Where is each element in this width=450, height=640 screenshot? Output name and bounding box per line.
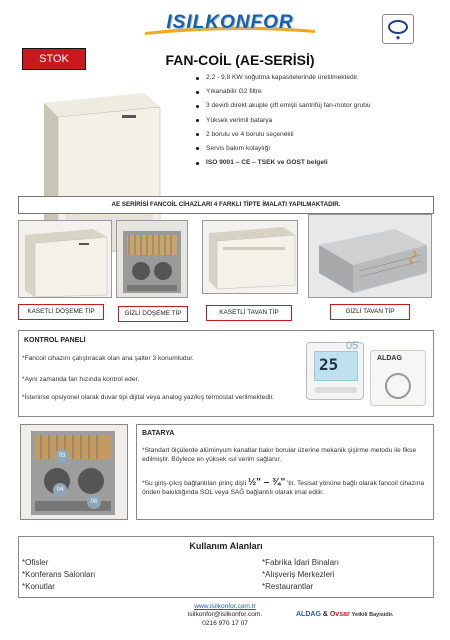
analog-thermostat-image	[370, 350, 426, 406]
battery-text: *Standart ölçülerde alüminyum kanatlar bakır borular üzerine mekanik şişirme metodu ile fikse edilmiştir. Böylece en yüksek ısıl verim sağlanır.	[142, 447, 417, 463]
feature-item-certificates: ISO 9001 – CE – TSEK ve GOST belgeli	[196, 159, 436, 167]
control-panel-line: *İstenirse opsiyonel olarak duvar tipi dijital veya analog yaz/kış termostat verilmektedir.	[22, 394, 275, 401]
control-panel-title: KONTROL PANELİ	[24, 337, 86, 344]
battery-connection-text: *Su giriş-çıkış bağlantıları prinç dişli ½" – ¾" 'tir. Tesisat yönüne bağlı olarak fancoil cihazına önden bakıldığında SOL veya SAĞ bağlantılı olarak imal edilir.	[142, 477, 425, 496]
stock-badge: STOK	[22, 48, 86, 70]
type-label-cased-floor: KASETLİ DÖŞEME TİP	[18, 304, 104, 320]
control-panel-line: *Fancoil cihazını çalıştıracak olan ana şalter 3 konumludur.	[22, 355, 194, 362]
feature-item: 2,2 - 9,8 KW soğutma kapasitelerinde üretilmektedir.	[196, 74, 436, 82]
company-logo	[145, 12, 315, 40]
phone-number: 0216 970 17 07	[202, 619, 248, 627]
type-image-cased-ceiling	[202, 220, 298, 294]
dealer-brands: ALDAG & Ovsar Yetkili Bayisidir.	[296, 611, 394, 618]
usage-item: *Alışveriş Merkezleri	[262, 570, 335, 579]
dealer-text: Yetkili Bayisidir.	[351, 612, 394, 618]
usage-areas-title: Kullanım Alanları	[189, 541, 263, 551]
feature-item: 2 borulu ve 4 borulu seçenekli	[196, 131, 436, 139]
usage-item: *Fabrika İdari Binaları	[262, 558, 339, 567]
feature-item: 3 devirli direkt akuple çift emişli santrifüj fan-motor grubu	[196, 102, 436, 110]
type-label-cased-ceiling: KASETLİ TAVAN TİP	[206, 305, 292, 321]
feature-item: Yıkanabilir G2 filtre	[196, 88, 436, 96]
type-label-concealed-floor: GİZLİ DÖŞEME TİP	[118, 306, 188, 322]
brand-ovsar: Ovsar	[329, 611, 350, 618]
pipe-size: ½" – ¾"	[247, 477, 286, 488]
type-image-concealed-ceiling	[308, 214, 432, 298]
usage-item: *Restaurantlar	[262, 582, 314, 591]
thermostat-brand: ALDAG	[377, 355, 402, 362]
marker-03: 03	[55, 449, 69, 463]
battery-section	[136, 424, 434, 520]
logo-text: ISILKONFOR	[166, 12, 294, 33]
control-panel-line: *Aynı zamanda fan hızında kontrol eder.	[22, 376, 140, 383]
brand-aldag: ALDAG	[296, 611, 321, 618]
type-label-concealed-ceiling: GİZLİ TAVAN TİP	[330, 304, 410, 320]
feature-item: Yüksek verimli batarya	[196, 117, 436, 125]
contact-info	[160, 603, 290, 628]
marker-06: 06	[87, 495, 101, 509]
dial-icon	[385, 373, 411, 399]
type-image-concealed-floor	[116, 220, 188, 298]
thermostat-display: 25	[319, 355, 339, 374]
usage-item: *Konutlar	[22, 582, 55, 591]
type-image-cased-floor	[18, 220, 112, 298]
usage-item: *Konferans Salonları	[22, 570, 96, 579]
email-address[interactable]: isilkonfor@isilkonfor.com.	[187, 611, 263, 619]
battery-title: BATARYA	[142, 430, 175, 437]
battery-image	[20, 424, 128, 520]
types-banner: AE SERİRİSİ FANCOİL CİHAZLARI 4 FARKLI TİPTE İMALATI YAPILMAKTADIR.	[18, 196, 434, 214]
features-list	[196, 74, 436, 190]
feature-item: Servis bakım kolaylığı	[196, 145, 436, 153]
thermostat-small-number: 05	[346, 340, 359, 352]
certification-logo: ◆	[382, 14, 414, 44]
marker-04: 04	[53, 483, 67, 497]
usage-item: *Ofisler	[22, 558, 49, 567]
website-link[interactable]: www.isilkonfor.com.tr	[194, 603, 256, 610]
page-title: FAN-COİL (AE-SERİSİ)	[165, 52, 315, 68]
